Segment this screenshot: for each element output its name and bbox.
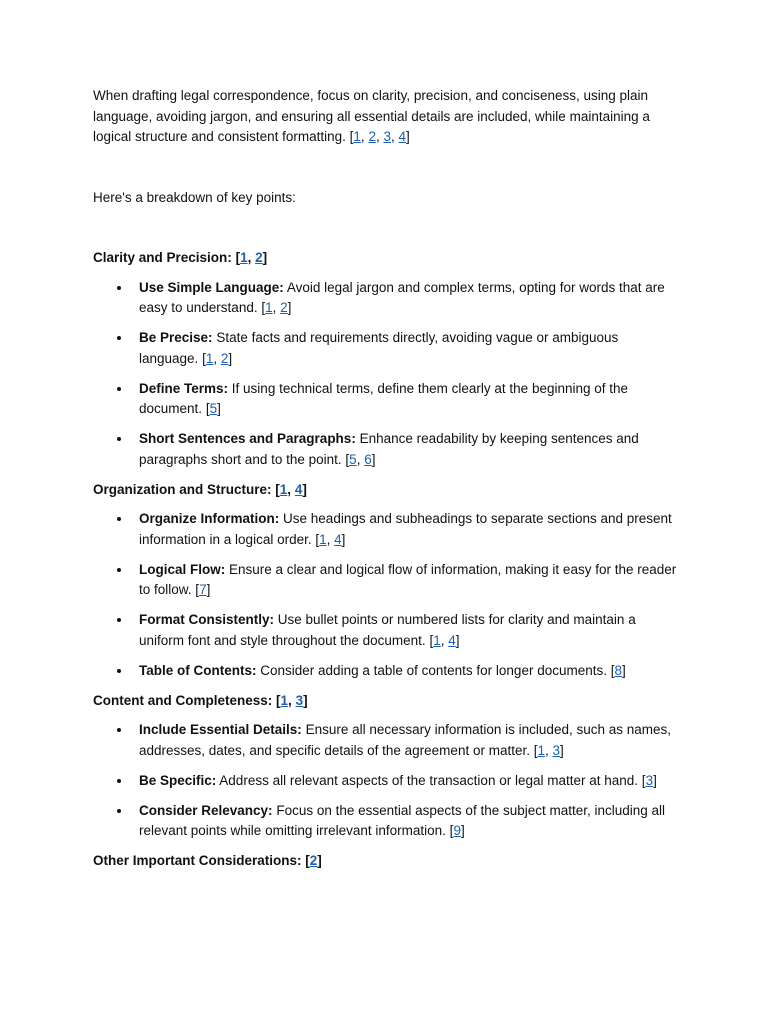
citation-link[interactable]: 9	[453, 823, 461, 838]
citation-link[interactable]: 1	[537, 742, 546, 758]
document-content	[93, 86, 681, 881]
citation-link[interactable]: 1	[353, 129, 361, 144]
intro-paragraph	[93, 86, 681, 148]
item-term: Define Terms:	[139, 380, 229, 396]
list-item	[139, 509, 681, 550]
citation-link[interactable]: 1	[279, 481, 288, 497]
item-text: Enhance readability by keeping sentences and paragraphs short and to the point.	[139, 431, 639, 467]
bullet-list	[93, 720, 681, 842]
citation-link[interactable]: 2	[309, 853, 318, 868]
citation-link[interactable]: 1	[319, 531, 327, 547]
breakdown-lead: Here's a breakdown of key points:	[93, 189, 296, 205]
section-heading	[93, 480, 681, 501]
intro-citations: [1, 2, 3, 4]	[349, 129, 410, 144]
citation-link[interactable]: 1	[265, 300, 273, 315]
item-text: Consider adding a table of contents for longer documents.	[260, 662, 607, 678]
list-item	[139, 610, 681, 651]
citation-link[interactable]: 5	[209, 401, 218, 416]
section-citations: [1, 2]	[235, 250, 268, 265]
citation-link[interactable]: 4	[398, 129, 407, 144]
citation-link[interactable]: 1	[280, 692, 289, 708]
section-heading-text: Clarity and Precision:	[93, 250, 232, 265]
item-term: Be Specific:	[139, 772, 217, 788]
item-term: Include Essential Details:	[139, 722, 302, 737]
item-text: Avoid legal jargon and complex terms, opting for words that are easy to understand.	[139, 279, 665, 315]
citation-link[interactable]: 3	[552, 742, 561, 758]
item-term: Short Sentences and Paragraphs:	[139, 431, 356, 446]
item-citations: [5]	[205, 401, 221, 416]
section-heading-text: Organization and Structure:	[93, 481, 272, 497]
item-text: If using technical terms, define them clearly at the beginning of the document.	[139, 380, 629, 416]
item-term: Logical Flow:	[139, 561, 226, 577]
citation-link[interactable]: 5	[349, 451, 357, 467]
item-citations: [1, 3]	[533, 742, 564, 758]
item-term: Be Precise:	[139, 330, 213, 345]
section-heading-text: Other Important Considerations:	[93, 853, 302, 868]
citation-link[interactable]: 2	[368, 129, 376, 144]
item-term: Format Consistently:	[139, 612, 275, 627]
item-term: Use Simple Language:	[139, 279, 284, 295]
list-item	[139, 771, 681, 792]
citation-link[interactable]: 6	[364, 451, 372, 467]
item-text: Ensure all necessary information is included, such as names, addresses, dates, and specific details of the agreement or matter.	[139, 722, 672, 758]
item-text: Use bullet points or numbered lists for clarity and maintain a uniform font and style throughout the document.	[139, 612, 636, 648]
section-citations: [1, 4]	[275, 481, 307, 497]
section-heading	[93, 691, 681, 712]
section-heading-text: Content and Completeness:	[93, 692, 273, 708]
list-item	[139, 429, 681, 470]
item-term: Table of Contents:	[139, 662, 257, 678]
item-text: Use headings and subheadings to separate sections and present information in a logical order.	[139, 511, 672, 547]
list-item	[139, 379, 681, 420]
item-text: Address all relevant aspects of the transaction or legal matter at hand.	[219, 772, 639, 788]
item-citations: [9]	[449, 823, 465, 838]
citation-link[interactable]: 3	[295, 692, 304, 708]
item-text: State facts and requirements directly, avoiding vague or ambiguous language.	[139, 330, 619, 366]
list-item	[139, 278, 681, 319]
item-citations: [3]	[641, 772, 657, 788]
list-item	[139, 801, 681, 842]
citation-link[interactable]: 1	[240, 250, 248, 265]
list-item	[139, 661, 681, 682]
citation-link[interactable]: 4	[334, 531, 342, 547]
item-citations: [1, 4]	[315, 531, 346, 547]
citation-link[interactable]: 7	[199, 582, 207, 597]
item-citations: [7]	[195, 582, 211, 597]
citation-link[interactable]: 3	[383, 129, 391, 144]
citation-link[interactable]: 1	[205, 350, 214, 366]
citation-link[interactable]: 1	[433, 632, 441, 648]
item-text: Focus on the essential aspects of the subject matter, including all relevant points while omitting irrelevant information.	[139, 802, 666, 838]
section-heading	[93, 851, 681, 872]
citation-link[interactable]: 2	[220, 350, 229, 366]
item-citations: [1, 4]	[429, 632, 460, 648]
list-item	[139, 560, 681, 601]
item-term: Organize Information:	[139, 511, 280, 526]
item-citations: [1, 2]	[261, 300, 292, 315]
section-heading	[93, 248, 681, 269]
list-item	[139, 328, 681, 369]
item-citations: [8]	[610, 662, 626, 678]
section-citations: [2]	[305, 853, 322, 868]
citation-link[interactable]: 4	[294, 481, 303, 497]
section-citations: [1, 3]	[276, 692, 308, 708]
item-citations: [5, 6]	[345, 451, 376, 467]
citation-link[interactable]: 2	[255, 250, 263, 265]
citation-link[interactable]: 2	[280, 300, 288, 315]
citation-link[interactable]: 8	[614, 662, 623, 678]
citation-link[interactable]: 4	[448, 632, 456, 648]
bullet-list	[93, 509, 681, 681]
item-term: Consider Relevancy:	[139, 802, 273, 818]
bullet-list	[93, 278, 681, 471]
list-item	[139, 720, 681, 761]
citation-link[interactable]: 3	[645, 772, 654, 788]
sections-container	[93, 248, 681, 872]
intro-text: When drafting legal correspondence, focus on clarity, precision, and conciseness, using plain language, avoiding jargon, and ensuring all essential details are included, while maintaining a logical structure and consistent formatting.	[93, 88, 650, 144]
item-citations: [1, 2]	[202, 350, 233, 366]
item-text: Ensure a clear and logical flow of information, making it easy for the reader to follow.	[139, 561, 677, 597]
